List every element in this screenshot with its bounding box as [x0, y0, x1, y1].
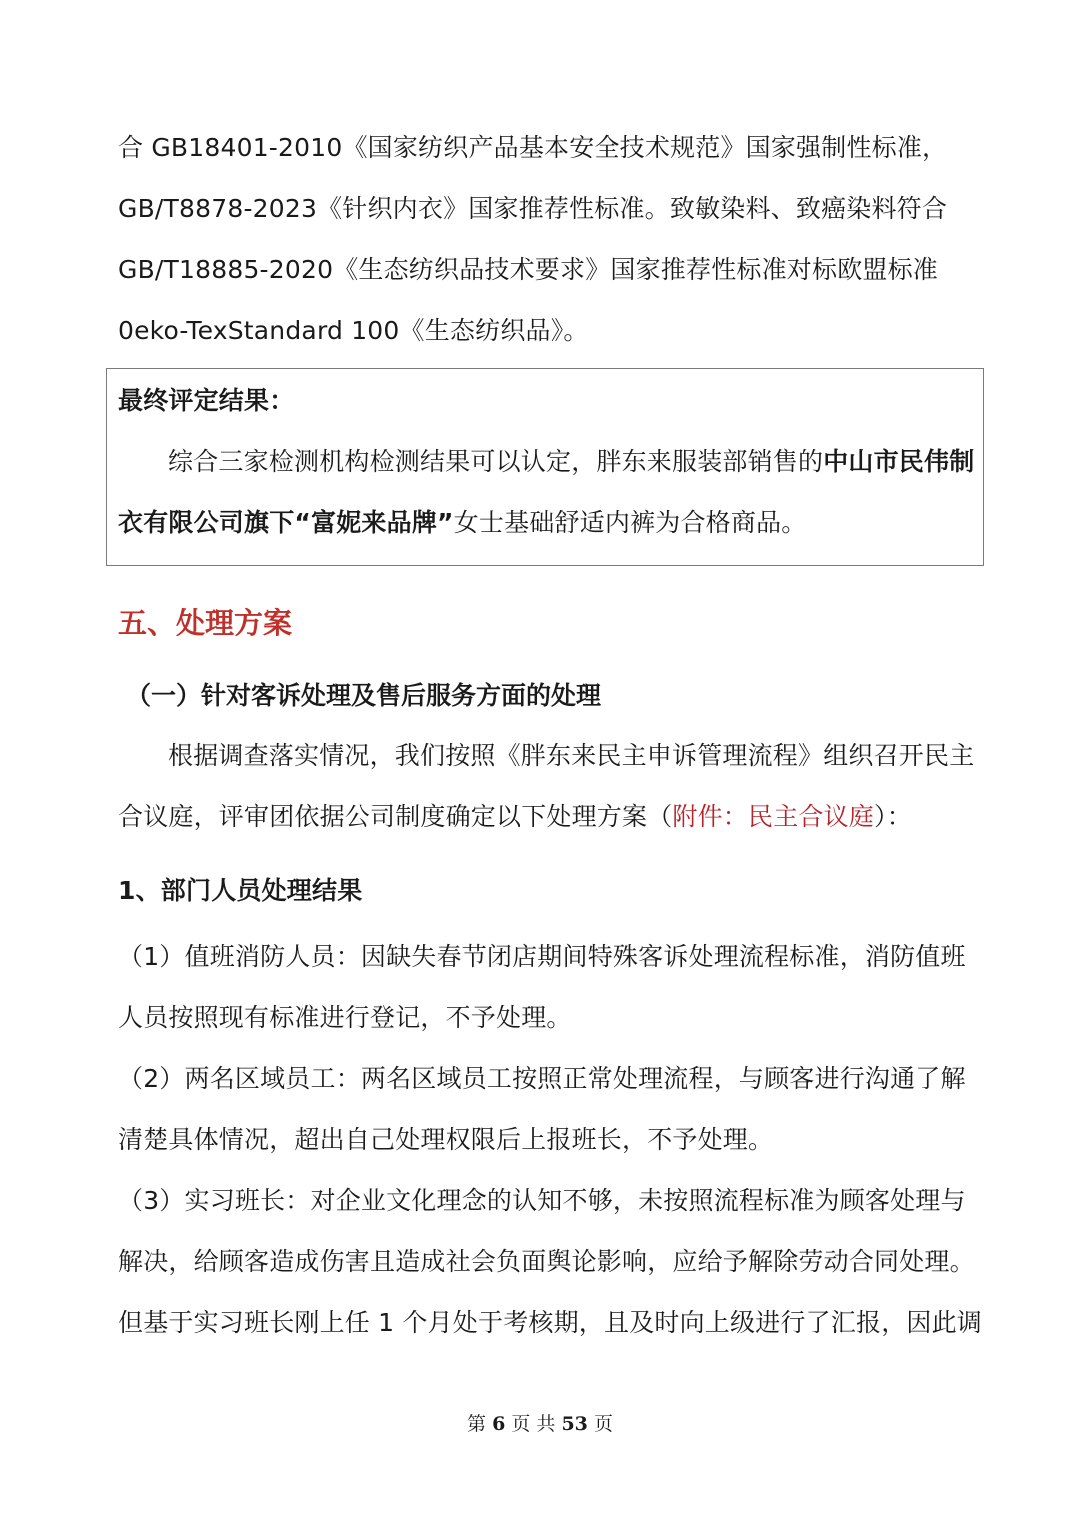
- page-footer: [0, 1410, 1080, 1438]
- p1-line-1: （1）值班消防人员：因缺失春节闭店期间特殊客诉处理流程标准，消防值班: [118, 942, 966, 971]
- result-box-line-1: [168, 442, 978, 482]
- section-heading: 五、处理方案: [118, 606, 293, 640]
- p3-line-2: 解决，给顾客造成伤害且造成社会负面舆论影响，应给予解除劳动合同处理。: [118, 1247, 975, 1276]
- p3-line-3: 但基于实习班长刚上任 1 个月处于考核期，且及时向上级进行了汇报，因此调: [118, 1308, 983, 1337]
- result-line-1-text: 综合三家检测机构检测结果可以认定，胖东来服装部销售的: [168, 447, 824, 476]
- result-line-2-text: 女士基础舒适内裤为合格商品。: [453, 508, 807, 537]
- para1-line-1: 根据调查落实情况，我们按照《胖东来民主申诉管理流程》组织召开民主: [168, 741, 975, 770]
- intro-line-4: 0eko-TexStandard 100《生态纺织品》。: [118, 316, 589, 345]
- para1-line-2-text: 合议庭，评审团依据公司制度确定以下处理方案（: [118, 802, 673, 831]
- para1-line-2: [118, 797, 978, 837]
- footer-total-pages: 53: [561, 1413, 588, 1435]
- para1-line-2-end: ）：: [874, 802, 912, 831]
- p3-line-1: （3）实习班长：对企业文化理念的认知不够，未按照流程标准为顾客处理与: [118, 1186, 966, 1215]
- result-line-2-brand: 衣有限公司旗下“富妮来品牌”: [118, 508, 454, 537]
- result-box-line-2: [118, 503, 978, 543]
- p2-line-1: （2）两名区域员工：两名区域员工按照正常处理流程，与顾客进行沟通了解: [118, 1064, 966, 1093]
- footer-prefix: 第: [467, 1413, 487, 1435]
- item-heading: 1、部门人员处理结果: [118, 876, 363, 905]
- footer-middle: 页 共: [511, 1413, 556, 1435]
- result-box-title: 最终评定结果：: [118, 386, 295, 415]
- footer-suffix: 页: [593, 1413, 613, 1435]
- intro-line-2: GB/T8878-2023《针织内衣》国家推荐性标准。致敏染料、致癌染料符合: [118, 194, 948, 223]
- result-line-1-company: 中山市民伟制: [823, 447, 975, 476]
- intro-line-1: 合 GB18401-2010《国家纺织产品基本安全技术规范》国家强制性标准，: [118, 133, 948, 162]
- p1-line-2: 人员按照现有标准进行登记，不予处理。: [118, 1003, 572, 1032]
- p2-line-2: 清楚具体情况，超出自己处理权限后上报班长，不予处理。: [118, 1125, 774, 1154]
- subsection-heading: （一）针对客诉处理及售后服务方面的处理: [126, 681, 602, 710]
- intro-line-3: GB/T18885-2020《生态纺织品技术要求》国家推荐性标准对标欧盟标准: [118, 255, 938, 284]
- footer-page-number: 6: [492, 1413, 506, 1435]
- attachment-link[interactable]: 附件：民主合议庭: [672, 802, 875, 831]
